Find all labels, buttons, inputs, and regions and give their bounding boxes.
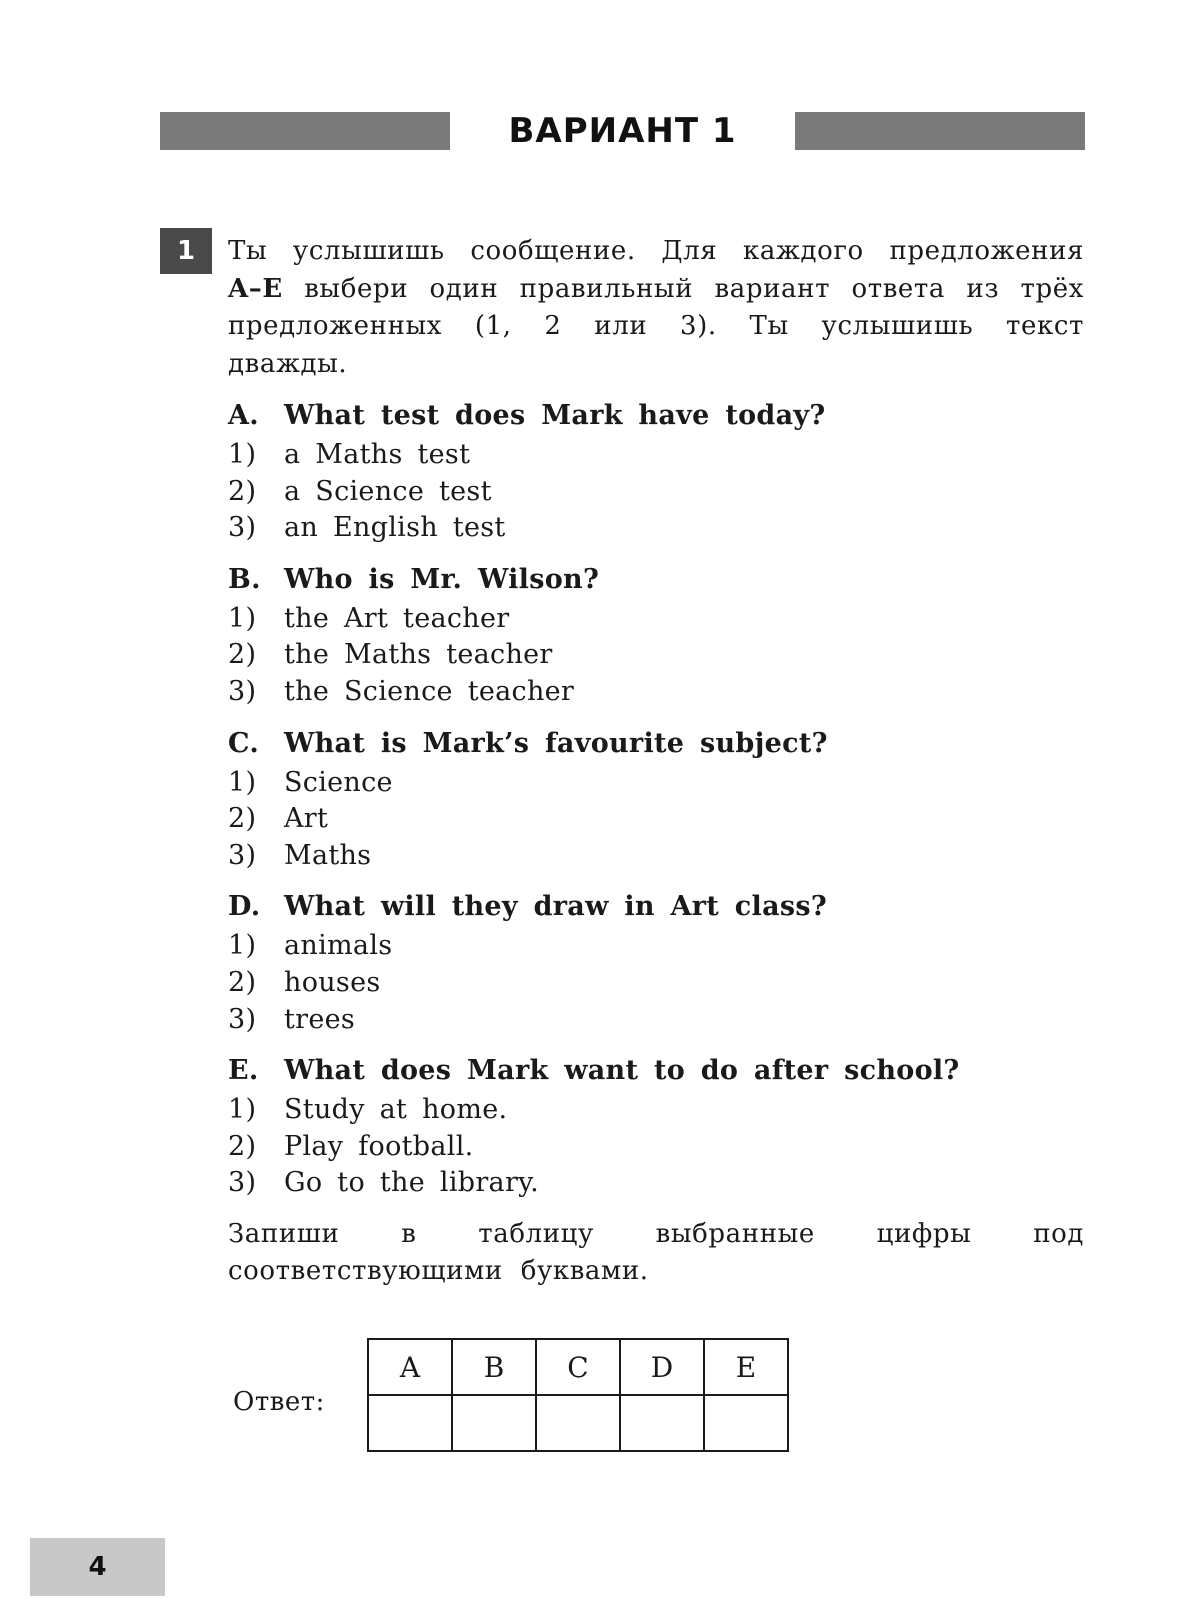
question-letter: A. xyxy=(228,400,259,431)
answer-cell-c[interactable] xyxy=(536,1395,620,1451)
answer-option xyxy=(228,765,1084,802)
option-number: 2) xyxy=(228,966,257,998)
option-number: 3) xyxy=(228,675,257,707)
question-e xyxy=(228,1050,1084,1202)
option-text: houses xyxy=(284,966,381,998)
answer-cell-b[interactable] xyxy=(452,1395,536,1451)
question-a xyxy=(228,395,1084,547)
option-text: the Maths teacher xyxy=(284,639,553,671)
question-letter: C. xyxy=(228,727,260,759)
answer-option xyxy=(228,1092,1084,1129)
option-text: a Science test xyxy=(284,475,492,507)
answer-table xyxy=(367,1338,789,1452)
answer-option xyxy=(228,510,1084,547)
option-text: Art xyxy=(284,803,329,835)
answer-table-input-row xyxy=(368,1395,788,1451)
answer-option xyxy=(228,965,1084,1002)
option-number: 1) xyxy=(228,766,257,798)
option-number: 2) xyxy=(228,639,257,671)
question-text: What is Mark’s favourite subject? xyxy=(284,727,828,759)
question-heading xyxy=(228,559,1084,601)
answer-option xyxy=(228,601,1084,638)
answer-column-header: E xyxy=(704,1339,788,1395)
task-instruction xyxy=(228,233,1084,383)
variant-title: ВАРИАНТ 1 xyxy=(508,111,737,151)
question-text: What does Mark want to do after school? xyxy=(284,1055,960,1087)
option-text: the Art teacher xyxy=(284,602,510,634)
answer-cell-e[interactable] xyxy=(704,1395,788,1451)
question-heading xyxy=(228,886,1084,928)
answer-option xyxy=(228,1165,1084,1202)
option-number: 1) xyxy=(228,439,257,470)
task-number-badge: 1 xyxy=(160,228,212,274)
question-heading xyxy=(228,723,1084,765)
option-number: 3) xyxy=(228,512,257,544)
answer-option xyxy=(228,674,1084,711)
answer-label: Ответ: xyxy=(233,1387,325,1417)
answer-cell-a[interactable] xyxy=(368,1395,452,1451)
option-number: 2) xyxy=(228,803,257,835)
option-text: Maths xyxy=(284,839,372,871)
option-text: Science xyxy=(284,766,393,798)
answer-option xyxy=(228,1002,1084,1039)
answer-column-header: D xyxy=(620,1339,704,1395)
answer-option xyxy=(228,928,1084,965)
option-text: animals xyxy=(284,930,393,962)
answer-option xyxy=(228,637,1084,674)
question-text: What will they draw in Art class? xyxy=(284,891,827,923)
answer-table-header-row xyxy=(368,1339,788,1395)
question-b xyxy=(228,559,1084,711)
question-letter: D. xyxy=(228,891,261,923)
question-d xyxy=(228,886,1084,1038)
answer-cell-d[interactable] xyxy=(620,1395,704,1451)
question-letter: E. xyxy=(228,1055,259,1087)
header-bar-right xyxy=(795,112,1085,150)
option-text: the Science teacher xyxy=(284,675,575,707)
option-text: Play football. xyxy=(284,1130,474,1162)
answer-column-header: C xyxy=(536,1339,620,1395)
option-text: trees xyxy=(284,1003,356,1035)
instruction-text-start: Ты услышишь сообщение. Для каждого предложения xyxy=(228,236,1084,266)
option-text: a Maths test xyxy=(284,439,471,470)
question-c xyxy=(228,723,1084,875)
instruction-text-end: выбери один правильный вариант ответа из трёх предложенных (1, 2 или 3). Ты услышишь текст дважды. xyxy=(228,273,1084,379)
option-text: an English test xyxy=(284,512,506,544)
question-text: Who is Mr. Wilson? xyxy=(284,563,600,595)
answer-option xyxy=(228,474,1084,511)
question-heading xyxy=(228,395,1084,437)
answer-option xyxy=(228,437,1084,474)
option-number: 3) xyxy=(228,839,257,871)
instruction-letters-range: A–E xyxy=(228,273,283,304)
header-bar-left xyxy=(160,112,450,150)
question-text: What test does Mark have today? xyxy=(284,400,826,431)
answer-column-header: B xyxy=(452,1339,536,1395)
option-number: 1) xyxy=(228,930,257,962)
option-number: 1) xyxy=(228,602,257,634)
option-text: Go to the library. xyxy=(284,1167,540,1199)
answer-option xyxy=(228,838,1084,875)
option-number: 2) xyxy=(228,1130,257,1162)
page-number: 4 xyxy=(30,1538,165,1596)
write-instruction: Запиши в таблицу выбранные цифры под соответствующими буквами. xyxy=(228,1218,1084,1286)
question-letter: B. xyxy=(228,563,261,595)
answer-option xyxy=(228,1129,1084,1166)
answer-column-header: A xyxy=(368,1339,452,1395)
question-heading xyxy=(228,1050,1084,1092)
option-number: 3) xyxy=(228,1003,257,1035)
option-number: 2) xyxy=(228,475,257,507)
option-text: Study at home. xyxy=(284,1094,508,1126)
answer-option xyxy=(228,801,1084,838)
option-number: 1) xyxy=(228,1094,257,1126)
option-number: 3) xyxy=(228,1167,257,1199)
task-content xyxy=(228,233,1084,1290)
